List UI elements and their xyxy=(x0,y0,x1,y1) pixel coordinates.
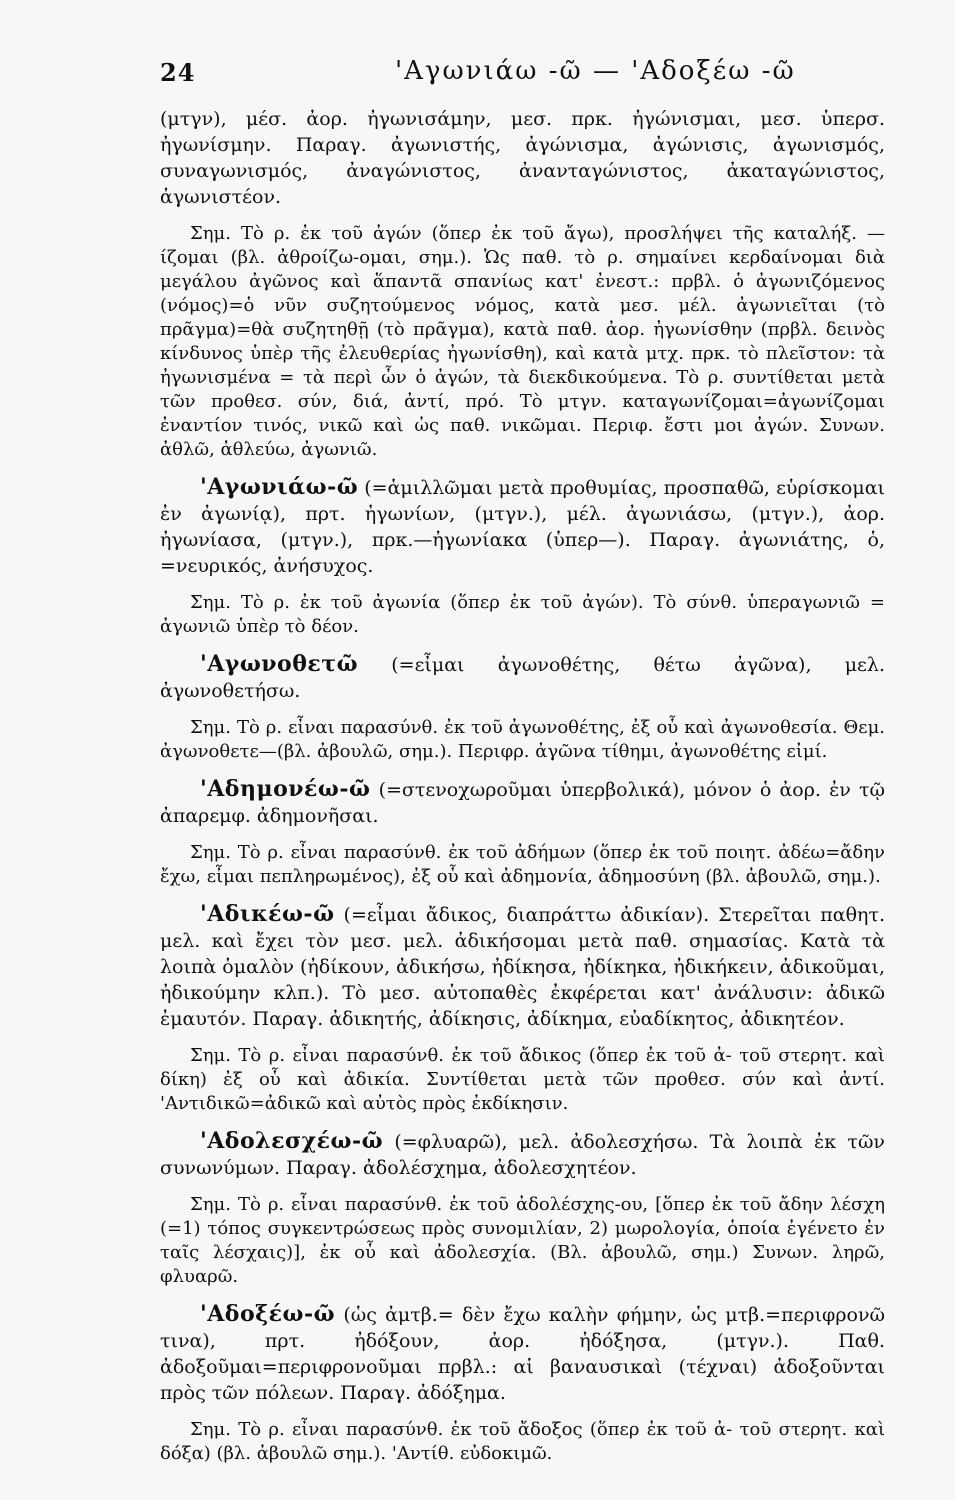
entry-adikeo xyxy=(160,901,885,1032)
entry-lemma: 'Αγωνοθετῶ xyxy=(200,651,359,677)
note-agonizomai xyxy=(160,222,885,462)
page-number: 24 xyxy=(160,58,196,87)
entry-adoleskheo xyxy=(160,1128,885,1181)
note-text: Σημ. Τὸ ρ. εἶναι παρασύνθ. ἐκ τοῦ ἀγωνοθέτης, ἐξ οὗ καὶ ἀγωνοθεσία. Θεμ. ἀγωνοθετε—(βλ. ἀβουλῶ, σημ.). Περιφρ. ἀγῶνα τίθημι, ἀγωνοθέτης εἰμί. xyxy=(160,717,885,762)
note-text: Σημ. Τὸ ρ. εἶναι παρασύνθ. ἐκ τοῦ ἀδήμων (ὅπερ ἐκ τοῦ ποιητ. ἀδέω=ἄδην ἔχω, εἶμαι πεπληρωμένος), ἐξ οὗ καὶ ἀδημονία, ἀδημοσύνη (βλ. ἀβουλῶ, σημ.). xyxy=(160,842,885,887)
note-adoleskheo xyxy=(160,1193,885,1289)
note-text: Σημ. Τὸ ρ. ἐκ τοῦ ἀγωνία (ὅπερ ἐκ τοῦ ἀγών). Τὸ σύνθ. ὑπεραγωνιῶ = ἀγωνιῶ ὑπὲρ τὸ δέον. xyxy=(160,592,885,637)
entry-text: (=εἶμαι ἀγωνοθέτης, θέτω ἀγῶνα), μελ. ἀγωνοθετήσω. xyxy=(160,654,885,702)
entry-text: (=ἁμιλλῶμαι μετὰ προθυμίας, προσπαθῶ, εὑρίσκομαι ἐν ἀγωνίᾳ), πρτ. ἠγωνίων, (μτγν.), μέλ. ἀγωνιάσω, (μτγν.), ἀορ. ἠγωνίασα, (μτγν.), πρκ.—ἠγωνίακα (ὑπερ—). Παραγ. ἀγωνιάτης, ὁ, =νευρικός, ἀνήσυχος. xyxy=(160,477,885,577)
entry-text: (ὡς ἀμτβ.= δὲν ἔχω καλὴν φήμην, ὡς μτβ.=περιφρονῶ τινα), πρτ. ἠδόξουν, ἀορ. ἠδόξησα, (μτγν.). Παθ. ἀδοξοῦμαι=περιφρονοῦμαι πρβλ.: αἱ βαναυσικαὶ (τέχναι) ἀδοξοῦνται πρὸς τῶν πόλεων. Παραγ. ἀδόξημα. xyxy=(160,1304,885,1404)
entries-body xyxy=(160,106,885,1466)
note-text: Σημ. Τὸ ρ. εἶναι παρασύνθ. ἐκ τοῦ ἀδολέσχης-ου, [ὅπερ ἐκ τοῦ ἄδην λέσχη (=1) τόπος συγκεντρώσεως πρὸς συνομιλίαν, 2) μωρολογία, ὁποία ἐγένετο ἐν ταῖς λέσχαις)], ἐκ οὗ καὶ ἀδολεσχία. (Βλ. ἀβουλῶ, σημ.) Συνων. ληρῶ, φλυαρῶ. xyxy=(160,1194,885,1287)
entry-agonotheto xyxy=(160,651,885,704)
entry-text: (=εἶμαι ἄδικος, διαπράττω ἀδικίαν). Στερεῖται παθητ. μελ. καὶ ἔχει τὸν μεσ. μελ. ἀδικήσομαι μετὰ παθ. σημασίας. Κατὰ τὰ λοιπὰ ὁμαλὸν (ἠδίκουν, ἀδικήσω, ἠδίκησα, ἠδίκηκα, ἠδικήκειν, ἀδικοῦμαι, ἠδικούμην κλπ.). Τὸ μεσ. αὐτοπαθὲς ἐκφέρεται κατ' ἀνάλυσιν: ἀδικῶ ἐμαυτόν. Παραγ. ἀδικητής, ἀδίκησις, ἀδίκημα, εὐαδίκητος, ἀδικητέον. xyxy=(160,904,885,1030)
page-header xyxy=(160,48,885,106)
note-adikeo xyxy=(160,1044,885,1116)
entry-text: (=φλυαρῶ), μελ. ἀδολεσχήσω. Τὰ λοιπὰ ἐκ τῶν συνωνύμων. Παραγ. ἀδολέσχημα, ἀδολεσχητέον. xyxy=(160,1131,885,1179)
note-text: Σημ. Τὸ ρ. εἶναι παρασύνθ. ἐκ τοῦ ἄδοξος (ὅπερ ἐκ τοῦ ἀ- τοῦ στερητ. καὶ δόξα) (βλ. ἀβουλῶ σημ.). 'Αντίθ. εὐδοκιμῶ. xyxy=(160,1419,885,1464)
note-agoniao xyxy=(160,591,885,639)
entry-lemma: 'Αδικέω-ῶ xyxy=(200,901,335,927)
entry-adoxeo xyxy=(160,1301,885,1406)
entry-lemma: 'Αγωνιάω-ῶ xyxy=(200,474,359,500)
entry-agoniao xyxy=(160,474,885,579)
note-ademoneo xyxy=(160,841,885,889)
entry-continuation xyxy=(160,106,885,210)
entry-ademoneo xyxy=(160,776,885,829)
note-agonotheto xyxy=(160,716,885,764)
running-head: 'Αγωνιάω -ῶ — 'Αδοξέω -ῶ xyxy=(395,56,796,86)
note-text: Σημ. Τὸ ρ. ἐκ τοῦ ἀγών (ὅπερ ἐκ τοῦ ἄγω), προσλήψει τῆς καταλήξ. —ίζομαι (βλ. ἀθροίζω-ομαι, σημ.). Ὡς παθ. τὸ ρ. σημαίνει κερδαίνομαι διὰ μεγάλου ἀγῶνος καὶ ἅπαντᾶ σπανίως κατ' ἐνεστ.: πρβλ. ὁ ἀγωνιζόμενος (νόμος)=ὁ νῦν συζητούμενος νόμος, κατὰ μεσ. μέλ. ἀγωνιεῖται (τὸ πρᾶγμα)=θὰ συζητηθῇ (τὸ πρᾶγμα), κατὰ παθ. ἀορ. ἠγωνίσθην (πρβλ. δεινὸς κίνδυνος ὑπὲρ τῆς ἐλευθερίας ἠγωνίσθη), καὶ κατὰ μτχ. πρκ. τὸ πλεῖστον: τὰ ἠγωνισμένα = τὰ περὶ ὧν ὁ ἀγών, τὰ διεκδικούμενα. Τὸ ρ. συντίθεται μετὰ τῶν προθεσ. σύν, διά, ἀντί, πρό. Τὸ μτγν. καταγωνίζομαι=ἀγωνίζομαι ἐναντίον τινός, νικῶ καὶ ὡς παθ. νικῶμαι. Περιφ. ἔστι μοι ἀγών. Συνων. ἀθλῶ, ἀθλεύω, ἀγωνιῶ. xyxy=(160,223,885,460)
entry-text: (μτγν), μέσ. ἀορ. ἠγωνισάμην, μεσ. πρκ. ἠγώνισμαι, μεσ. ὑπερσ. ἠγωνίσμην. Παραγ. ἀγωνιστής, ἀγώνισμα, ἀγώνισις, ἀγωνισμός, συναγωνισμός, ἀναγώνιστος, ἀνανταγώνιστος, ἀκαταγώνιστος, ἀγωνιστέον. xyxy=(160,108,885,208)
note-text: Σημ. Τὸ ρ. εἶναι παρασύνθ. ἐκ τοῦ ἄδικος (ὅπερ ἐκ τοῦ ἀ- τοῦ στερητ. καὶ δίκη) ἐξ οὗ καὶ ἀδικία. Συντίθεται μετὰ τῶν προθεσ. σύν καὶ ἀντί. 'Αντιδικῶ=ἀδικῶ καὶ αὐτὸς πρὸς ἐκδίκησιν. xyxy=(160,1045,885,1114)
entry-text: (=στενοχωροῦμαι ὑπερβολικά), μόνον ὁ ἀορ. ἐν τῷ ἀπαρεμφ. ἀδημονῆσαι. xyxy=(160,779,885,827)
note-adoxeo xyxy=(160,1418,885,1466)
entry-lemma: 'Αδοξέω-ῶ xyxy=(200,1301,336,1327)
entry-lemma: 'Αδημονέω-ῶ xyxy=(200,776,371,802)
entry-lemma: 'Αδολεσχέω-ῶ xyxy=(200,1128,384,1154)
